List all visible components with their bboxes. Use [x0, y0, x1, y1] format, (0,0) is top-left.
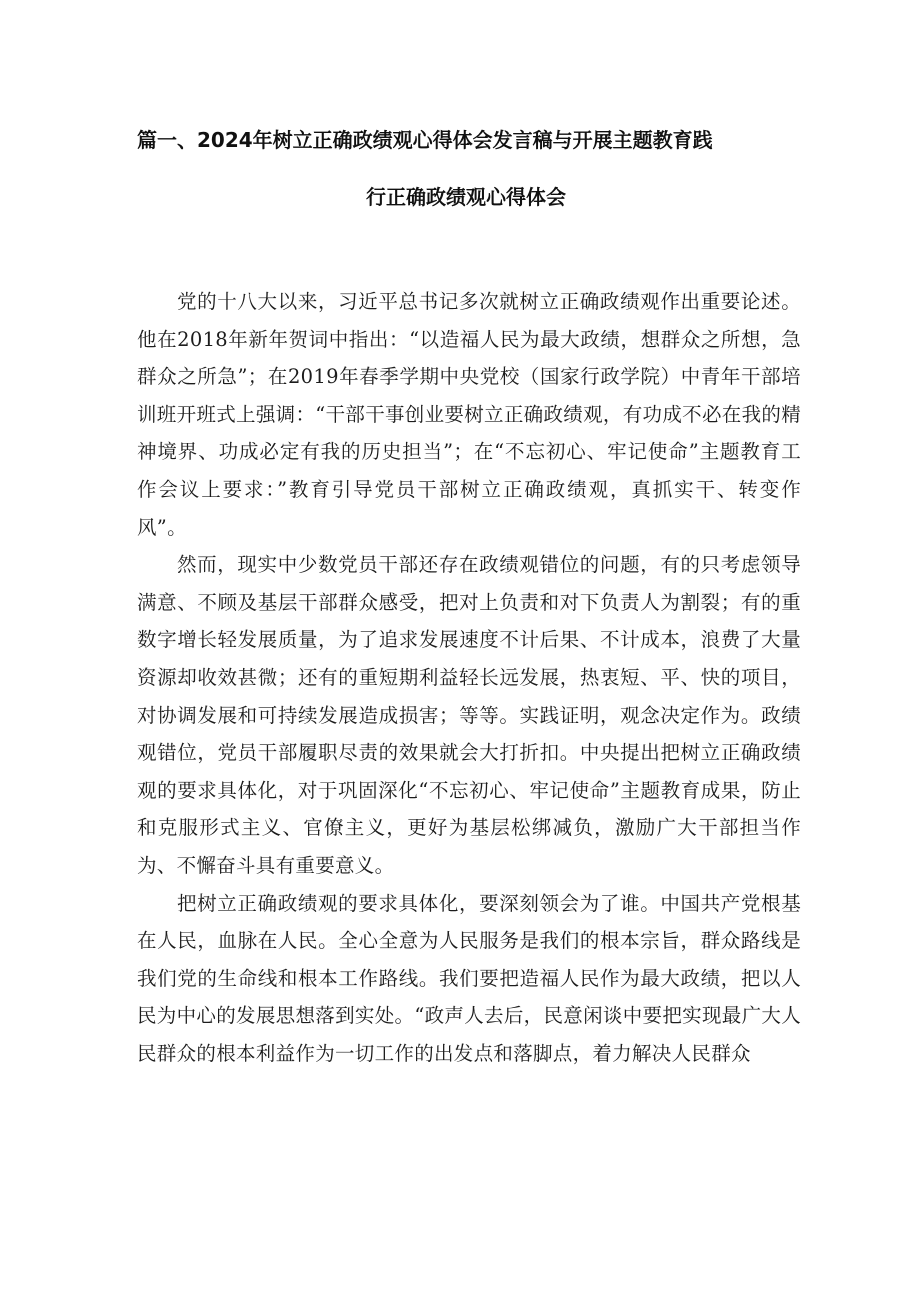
document-title-line-1: 篇一、2024年树立正确政绩观心得体会发言稿与开展主题教育践: [137, 128, 713, 152]
document-title-line-2: 行正确政绩观心得体会: [366, 185, 566, 209]
paragraph-3: 把树立正确政绩观的要求具体化，要深刻领会为了谁。中国共产党根基在人民，血脉在人民。全心全意为人民服务是我们的根本宗旨，群众路线是我们党的生命线和根本工作路线。我们要把造福人民作为最大政绩，把以人民为中心的发展思想落到实处。“政声人去后，民意闲谈中要把实现最广大人民群众的根本利益作为一切工作的出发点和落脚点，着力解决人民群众: [137, 891, 801, 1065]
paragraph-1: 党的十八大以来，习近平总书记多次就树立正确政绩观作出重要论述。他在2018年新年贺词中指出：“以造福人民为最大政绩，想群众之所想，急群众之所急”；在2019年春季学期中央党校（国家行政学院）中青年干部培训班开班式上强调：“干部干事创业要树立正确政绩观，有功成不必在我的精神境界、功成必定有我的历史担当”；在“不忘初心、牢记使命”主题教育工作会议上要求：”教育引导党员干部树立正确政绩观，真抓实干、转变作风”。: [137, 290, 801, 539]
document-body: [137, 283, 801, 1072]
paragraph-2: 然而，现实中少数党员干部还存在政绩观错位的问题，有的只考虑领导满意、不顾及基层干部群众感受，把对上负责和对下负责人为割裂；有的重数字增长轻发展质量，为了追求发展速度不计后果、不计成本，浪费了大量资源却收效甚微；还有的重短期利益轻长远发展，热衷短、平、快的项目，对协调发展和可持续发展造成损害；等等。实践证明，观念决定作为。政绩观错位，党员干部履职尽责的效果就会大打折扣。中央提出把树立正确政绩观的要求具体化，对于巩固深化“不忘初心、牢记使命”主题教育成果，防止和克服形式主义、官僚主义，更好为基层松绑减负，激励广大干部担当作为、不懈奋斗具有重要意义。: [137, 553, 801, 877]
